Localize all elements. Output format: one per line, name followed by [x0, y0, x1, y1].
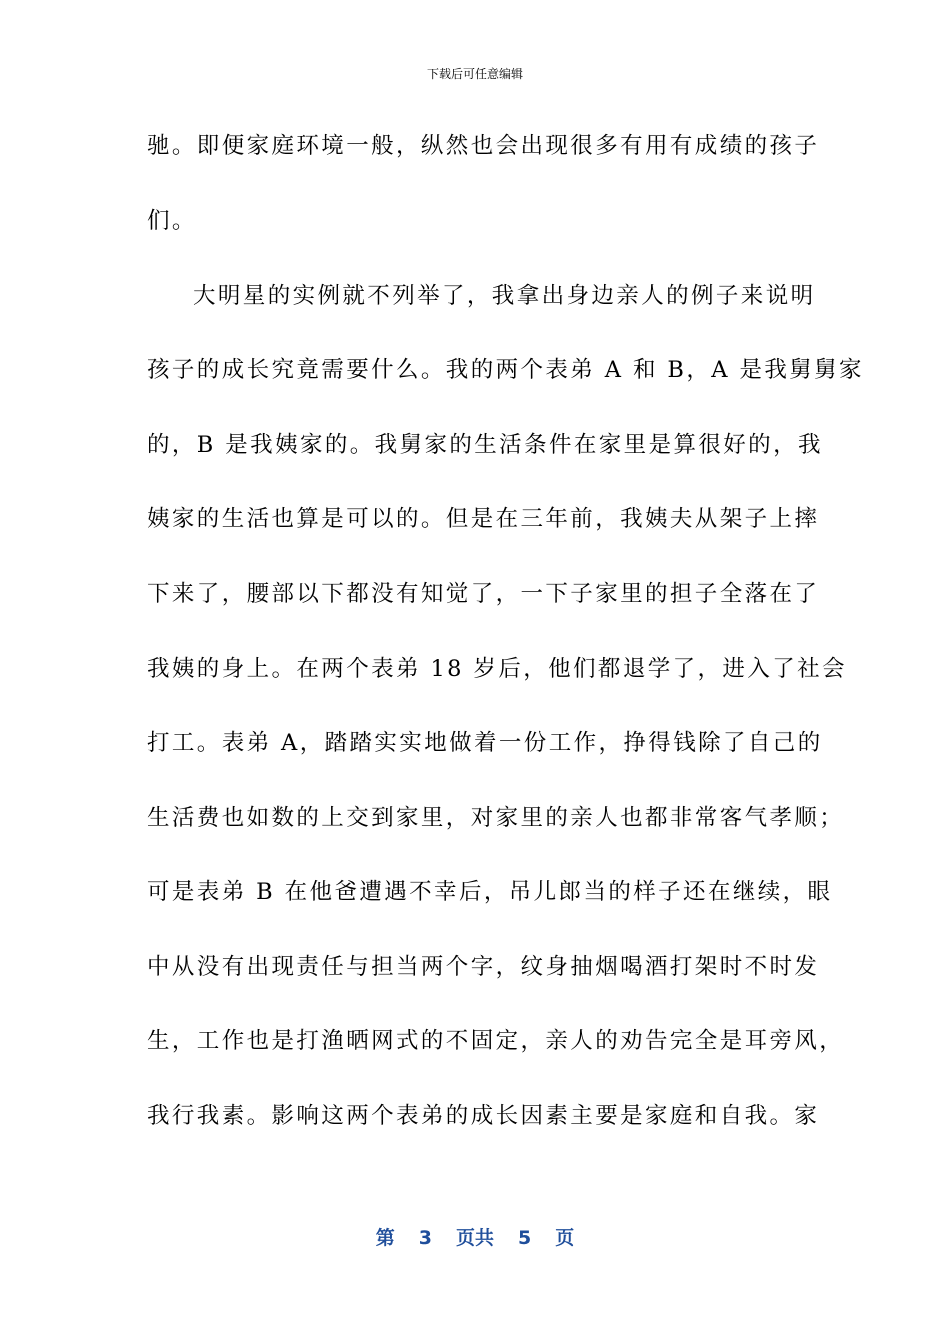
text-line: 下来了，腰部以下都没有知觉了，一下子家里的担子全落在了	[147, 581, 820, 607]
page-footer	[0, 1225, 950, 1251]
text-line: 中从没有出现责任与担当两个字，纹身抽烟喝酒打架时不时发	[147, 954, 820, 980]
page-header: 下载后可任意编辑	[426, 67, 523, 81]
text-line: 孩子的成长究竟需要什么。我的两个表弟 A 和 B，A 是我舅舅家	[147, 357, 864, 383]
total-pages-number: 5	[518, 1227, 532, 1249]
footer-middle: 页共	[455, 1227, 494, 1249]
text-line: 们。	[147, 208, 197, 234]
text-line: 姨家的生活也算是可以的。但是在三年前，我姨夫从架子上摔	[147, 506, 820, 532]
footer-suffix: 页	[555, 1227, 575, 1249]
text-line: 我姨的身上。在两个表弟 18 岁后，他们都退学了，进入了社会	[147, 656, 847, 682]
text-line: 生，工作也是打渔晒网式的不固定，亲人的劝告完全是耳旁风，	[147, 1028, 845, 1054]
paragraph-start-line: 大明星的实例就不列举了，我拿出身边亲人的例子来说明	[193, 283, 816, 309]
footer-prefix: 第	[375, 1227, 395, 1249]
text-line: 打工。表弟 A，踏踏实实地做着一份工作，挣得钱除了自己的	[147, 730, 823, 756]
text-line: 生活费也如数的上交到家里，对家里的亲人也都非常客气孝顺；	[147, 805, 845, 831]
text-line: 的，B 是我姨家的。我舅家的生活条件在家里是算很好的，我	[147, 432, 823, 458]
current-page-number: 3	[418, 1227, 432, 1249]
text-line: 驰。即便家庭环境一般，纵然也会出现很多有用有成绩的孩子	[147, 133, 820, 159]
text-line: 可是表弟 B 在他爸遭遇不幸后，吊儿郎当的样子还在继续，眼	[147, 879, 833, 905]
text-line: 我行我素。影响这两个表弟的成长因素主要是家庭和自我。家	[147, 1103, 820, 1129]
